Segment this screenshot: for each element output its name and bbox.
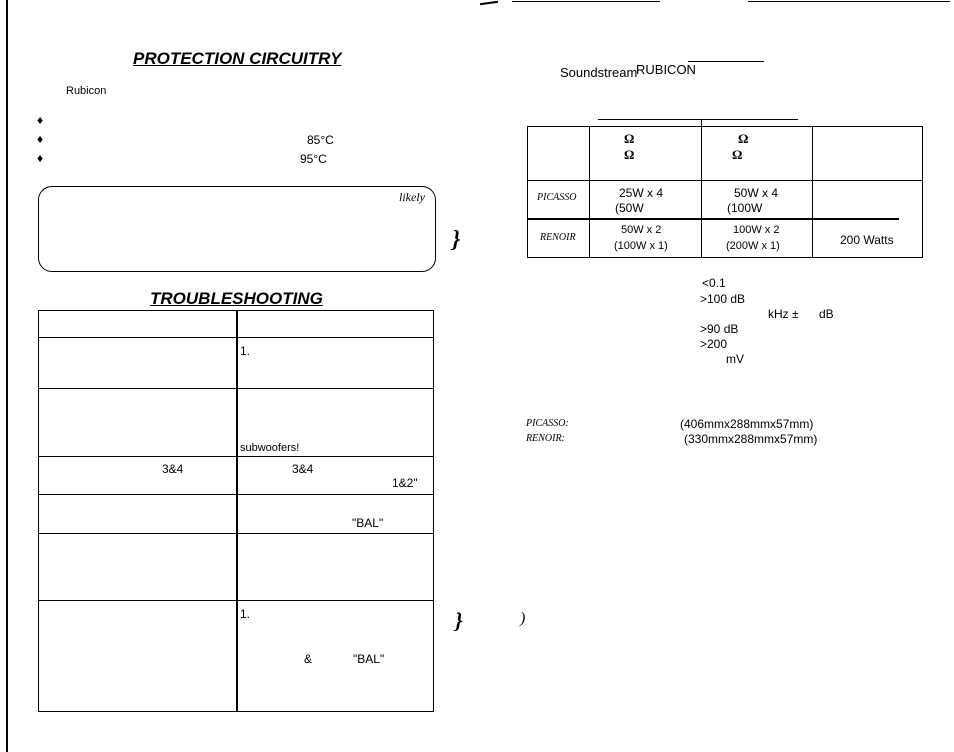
power-row-2 <box>527 218 899 220</box>
row-line-2 <box>38 388 434 389</box>
spec-khz: kHz ± <box>768 307 799 321</box>
troubleshooting-title: TROUBLESHOOTING <box>150 289 323 308</box>
dim-picasso-size: (406mmx288mmx57mm) <box>680 417 814 431</box>
dim-renoir-label: RENOIR: <box>526 433 565 444</box>
dim-renoir-size: (330mmx288mmx57mm) <box>684 432 818 446</box>
renoir-c2a: 50W x 2 <box>621 224 662 236</box>
left-page-border <box>6 0 8 752</box>
temp-85: 85°C <box>307 133 334 147</box>
scan-mark <box>480 1 498 5</box>
spec-damp: >200 <box>700 337 728 351</box>
spec-mv: mV <box>726 352 744 366</box>
picasso-c2b: (50W <box>615 201 644 215</box>
intro-rule <box>688 61 764 62</box>
temp-95: 95°C <box>300 152 327 166</box>
intro-model: RUBICON <box>636 62 696 77</box>
closing-paren: ) <box>520 610 526 627</box>
row-line-5 <box>38 533 434 534</box>
hdr-c3a: Ω <box>738 131 749 146</box>
spec-thd: <0.1 <box>702 276 726 290</box>
renoir-label: RENOIR <box>540 232 576 243</box>
bullet-3: ♦ <box>37 151 44 165</box>
ts-r6-item: 1. <box>240 607 251 621</box>
ts-r6-amp: & <box>304 652 313 666</box>
note-word: likely <box>399 190 425 204</box>
spec-snr: >100 dB <box>700 292 746 306</box>
troubleshooting-divider <box>236 310 238 712</box>
renoir-c3b: (200W x 1) <box>726 240 780 252</box>
top-rule-2 <box>748 1 950 2</box>
power-col-3 <box>812 126 813 258</box>
power-table-caption-tick <box>701 119 702 126</box>
top-rule-1 <box>512 1 660 2</box>
hdr-c2a: Ω <box>624 131 635 146</box>
hdr-c2b: Ω <box>624 147 635 162</box>
row-line-6 <box>38 600 434 601</box>
spec-db: dB <box>819 307 834 321</box>
power-col-2 <box>701 126 702 258</box>
spec-sep: >90 dB <box>700 322 739 336</box>
bullet-1: ♦ <box>37 113 44 127</box>
power-col-1 <box>589 126 590 258</box>
hdr-c3b: Ω <box>732 147 743 162</box>
ts-r1-item: 1. <box>240 344 251 358</box>
protection-brand: Rubicon <box>66 85 107 97</box>
row-line-3 <box>38 456 434 457</box>
dim-picasso-label: PICASSO: <box>526 418 569 429</box>
intro-brand: Soundstream <box>560 65 638 80</box>
picasso-c3a: 50W x 4 <box>734 186 779 200</box>
ts-r6-bal: "BAL" <box>353 652 385 666</box>
note-box <box>38 186 436 272</box>
picasso-c3b: (100W <box>727 201 763 215</box>
renoir-c4: 200 Watts <box>840 233 894 247</box>
ts-r3-right2: 1&2" <box>392 476 418 490</box>
power-table-caption-rule <box>598 119 798 120</box>
row-line-1 <box>38 337 434 338</box>
ts-r4-right: "BAL" <box>352 516 384 530</box>
bullet-2: ♦ <box>37 132 44 146</box>
picasso-label: PICASSO <box>537 192 577 203</box>
renoir-c3a: 100W x 2 <box>733 224 780 236</box>
brace-mark-2: } <box>455 608 463 633</box>
ts-r2-text: subwoofers! <box>240 442 300 454</box>
picasso-c2a: 25W x 4 <box>619 186 664 200</box>
ts-r3-left: 3&4 <box>162 462 184 476</box>
row-line-4 <box>38 494 434 495</box>
brace-mark: } <box>452 227 461 253</box>
power-row-1 <box>527 180 923 181</box>
protection-title: PROTECTION CIRCUITRY <box>133 49 342 68</box>
renoir-c2b: (100W x 1) <box>614 240 668 252</box>
ts-r3-right: 3&4 <box>292 462 314 476</box>
